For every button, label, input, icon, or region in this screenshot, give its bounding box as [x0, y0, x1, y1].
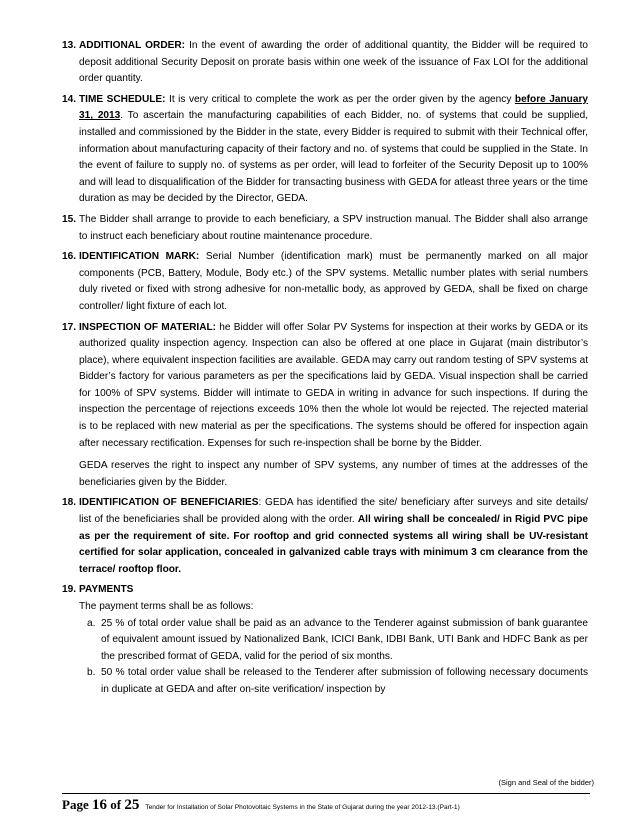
clause-intro: The payment terms shall be as follows:: [79, 601, 254, 612]
seal-note: (Sign and Seal of the bidder): [498, 778, 594, 787]
footer-divider: [62, 793, 590, 794]
clause-text: : GEDA has identified the site/ beneficiary after surveys and site details/ list of the beneficiaries shall be provided along with the order.: [79, 497, 588, 526]
clause-text: In the event of awarding the order of additional quantity, the Bidder will be required to deposit additional Security Deposit on prorate basis within one week of the issuance of Fax LOI for the additional order quantity.: [79, 40, 588, 85]
sub-text: 50 % total order value shall be released to the Tenderer after submission of following necessary documents in duplicate at GEDA and after on-site verification/ inspection by: [101, 667, 588, 695]
clause-heading: ADDITIONAL ORDER:: [79, 40, 185, 51]
clause-15: [62, 212, 588, 245]
clause-text: Serial Number (identification mark) must be permanently marked on all major components (PCB, Battery, Module, Body etc.) of the SPV systems. Metallic number plates with serial numbers duly riveted or fixed with strong adhesive for non-metallic body, as approved by GEDA, shall be fixed on charge controller/ light fixture of each lot.: [79, 251, 589, 312]
clause-17: [62, 320, 588, 492]
clause-number: 15.: [62, 213, 77, 225]
clause-text: he Bidder will offer Solar PV Systems for inspection at their works by GEDA or its authorized quality inspection agency. Inspection can also be offered at one place in Gujarat (main distributor’s place), where equivalent inspection facilities are available. GEDA may carry out random testing of SPV systems at Bidder’s factory for various parameters as per the specifications laid by GEDA. Visual inspection shall be carried for 100% of SPV systems. Bidder will intimate to GEDA in writing in advance for such inspections. If during the inspection the percentage of rejections exceeds 10% then the whole lot would be rejected. The rejected material is to be replaced with new material as per the specifications. The systems should be offered for inspection again after necessary rectification. Expenses for such re-inspection shall be borne by the Bidder.: [79, 321, 588, 449]
clause-bold-text: All wiring shall be concealed/ in Rigid PVC pipe as per the requirement of site. For rooftop and grid connected systems all wiring shall be UV-resistant certified for solar application, concealed in galvanized cable trays with minimum 3 cm clearance from the terrace/ rooftop floor.: [79, 514, 589, 575]
clause-heading: IDENTIFICATION OF BENEFICIARIES: [79, 497, 259, 509]
sub-letter: a.: [87, 617, 96, 629]
page-footer: [62, 796, 590, 814]
deadline-date: before January 31, 2013: [79, 93, 588, 122]
clause-number: 14.: [62, 93, 77, 105]
clause-19: [62, 582, 588, 698]
clause-heading: IDENTIFICATION MARK:: [79, 251, 200, 263]
clause-16: [62, 249, 588, 315]
clause-13: [62, 38, 588, 88]
clause-number: 16.: [62, 251, 77, 263]
clause-heading: INSPECTION OF MATERIAL:: [79, 321, 217, 333]
clause-paragraph: GEDA reserves the right to inspect any number of SPV systems, any number of times at the addresses of the beneficiaries given by the Bidder.: [79, 460, 588, 488]
clause-number: 19.: [62, 584, 77, 596]
sub-item: [79, 616, 588, 666]
clause-14: [62, 92, 588, 208]
clause-number: 17.: [62, 321, 77, 333]
tender-title: Tender for Installation of Solar Photovoltaic Systems in the State of Gujarat during the year 2012-13.(Part-1): [145, 804, 460, 811]
page-counter: [62, 797, 139, 812]
clause-heading: PAYMENTS: [79, 584, 134, 596]
clause-text: The Bidder shall arrange to provide to each beneficiary, a SPV instruction manual. The Bidder shall also arrange to instruct each beneficiary about routine maintenance procedure.: [79, 213, 588, 242]
document-body: [62, 38, 588, 703]
of-word: of: [110, 797, 122, 812]
clause-18: [62, 495, 588, 578]
clause-heading: TIME SCHEDULE:: [79, 93, 166, 105]
page-word: Page: [62, 797, 89, 812]
clause-number: 18.: [62, 497, 77, 509]
clause-text: . To ascertain the manufacturing capabilities of each Bidder, no. of systems that could be supplied, installed and commissioned by the Bidder in the state, every Bidder is required to submit with their Technical offer, information about manufacturing capacity of their factory and no. of systems that could be supplied in the State. In the event of failure to supply no. of systems as per order, will lead to forfeiter of the Security Deposit up to 100% and will lead to disqualification of the Bidder for transacting business with GEDA for atleast three years or the time duration as may be decided by the Director, GEDA.: [79, 110, 589, 205]
clause-text: It is very critical to complete the work as per the order given by the agency: [165, 93, 515, 105]
page-number: 16: [91, 797, 107, 813]
sub-letter: b.: [87, 667, 96, 679]
sub-item: [79, 665, 588, 698]
sub-text: 25 % of total order value shall be paid as an advance to the Tenderer against submission of bank guarantee of equivalent amount issued by Nationalized Bank, ICICI Bank, IDBI Bank, UTI Bank and HDFC Bank as per the prescribed format of GEDA, valid for the period of six months.: [101, 617, 588, 662]
clause-number: 13.: [62, 40, 77, 51]
page-total: 25: [124, 797, 140, 813]
